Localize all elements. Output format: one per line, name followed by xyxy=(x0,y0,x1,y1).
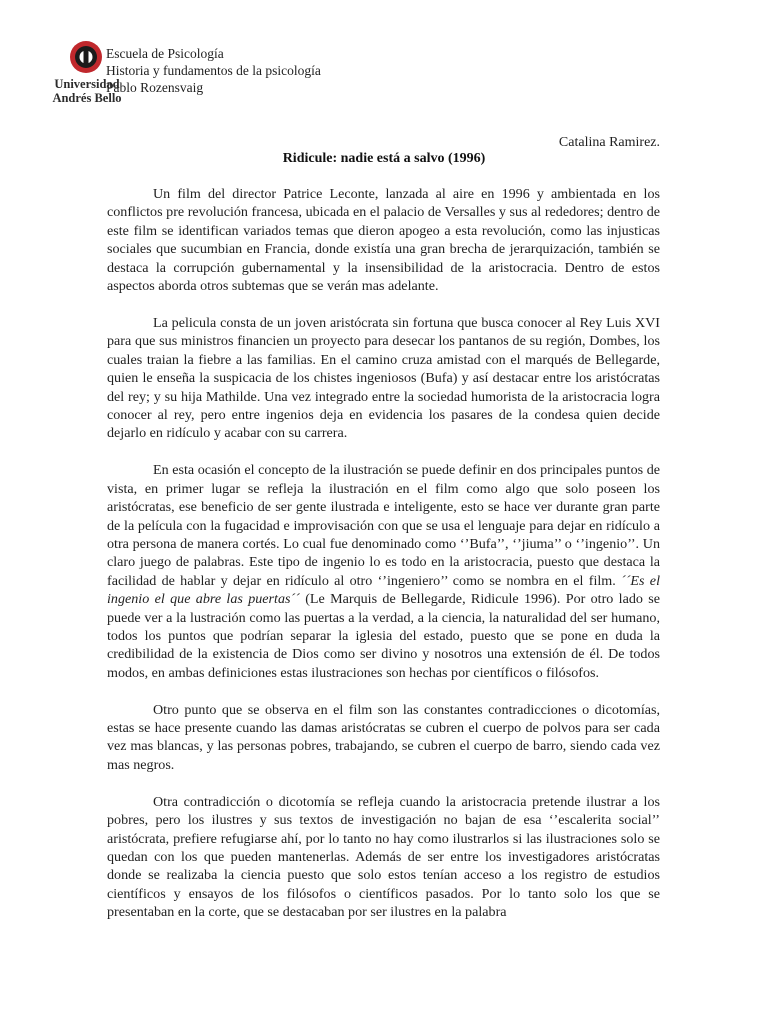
school-name: Escuela de Psicología xyxy=(106,46,224,61)
university-crest-icon xyxy=(66,38,106,78)
document-header xyxy=(106,45,321,96)
paragraph: La pelicula consta de un joven aristócrata sin fortuna que busca conocer al Rey Luis XVI para que sus ministros financien un proyecto para desecar los pantanos de su región, Dombes, los cuales traian la fiebre a las familias. En el camino cruza amistad con el marqués de Bellegarde, quien le enseña la suspicacia de los chistes ingeniosos (Bufa) y así destacar entre los aristócratas del rey; y su hija Mathilde. Una vez integrado entre la sociedad humorista de la aristocracia logra conocer al rey, pero entre ingenios deja en evidencia los pasares de la condesa quien decide dejarlo en ridículo y acabar con su carrera. xyxy=(107,314,660,442)
paragraph-text-before-quote: En esta ocasión el concepto de la ilustración se puede definir en dos principales puntos de vista, en primer lugar se refleja la ilustración en el film como algo que solo poseen los aristócratas, ese beneficio de ser gente ilustrada e inteligente, esto se hace ver durante gran parte de la película con la fugacidad e improvisación con que se usa el lenguaje para dejar en ridículo a otra persona de manera cortés. Lo cual fue denominado como ‘’Bufa’’, ‘’jiuma’’ o ‘’ingenio’’. Un claro juego de palabras. Este tipo de ingenio lo es todo en la aristocracia, puesto que destaca la facilidad de hablar y dejar en ridículo al otro ‘’ingeniero’’ como se nombra en el film. xyxy=(107,462,660,589)
logo-text-line1: Universidad xyxy=(54,77,120,91)
author-name: Catalina Ramirez. xyxy=(558,135,660,150)
paragraph: Otra contradicción o dicotomía se refleja cuando la aristocracia pretende ilustrar a los pobres, pero los ilustres y sus textos de investigación no bajan de esa ‘’escalerita social’’ aristócrata, prefiere refugiarse ahí, por lo tanto no hay como ilustrarlos si las ilustraciones solo se quedan con los que pueden mantenerlas. Además de ser entre los investigadores aristócratas donde se realizaba la ciencia puesto que solo estos tenían acceso a los registro de estudios científicos y ensayos de los filósofos o científicos pasados. Por lo tanto solo los que se presentaban en la corte, que se destacaban por ser ilustres en la palabra xyxy=(107,793,660,921)
logo-text-line2: Andrés Bello xyxy=(52,90,122,105)
professor-name: Pablo Rozensvaig xyxy=(106,80,204,95)
paragraph: Un film del director Patrice Leconte, lanzada al aire en 1996 y ambientada en los conflictos pre revolución francesa, ubicada en el palacio de Versalles y sus al rededores; dentro de este film se identifican variados temas que dieron apogeo a esta revolución, como las injusticas sociales que sucumbian en Francia, donde existía una gran brecha de jerarquización, también se destaca la corrupción gubernamental y la insensibilidad de la aristocracia. Dentro de estos aspectos aborda otros subtemas que se verán mas adelante. xyxy=(107,186,660,295)
document-title: Ridicule: nadie está a salvo (1996) xyxy=(282,151,486,166)
document-body xyxy=(107,185,660,940)
paragraph: Otro punto que se observa en el film son las constantes contradicciones o dicotomías, estas se hace presente cuando las damas aristócratas se cubren el cuerpo de polvos para ser cada vez mas blancas, y las personas pobres, trabajando, se cubren el cuerpo de barro, siendo cada vez mas negros. xyxy=(107,701,660,773)
course-name: Historia y fundamentos de la psicología xyxy=(106,63,321,78)
paragraph-text-after-quote: (Le Marquis de Bellegarde, Ridicule 1996). Por otro lado se puede ver a la lustración como las puertas a la verdad, a la ciencia, la naturalidad del ser humano, todos los puntos que podrían separar la iglesia del estado, puesto que se pone en duda la credibilidad de la existencia de Dios como ser divino y nosotros una extensión de él. De todos modos, en ambas definiciones estas ilustraciones son hechas por científicos o filósofos. xyxy=(107,591,661,681)
paragraph xyxy=(107,461,660,682)
film-quote: ´´Es el ingenio el que abre las puertas´´ xyxy=(107,572,660,608)
